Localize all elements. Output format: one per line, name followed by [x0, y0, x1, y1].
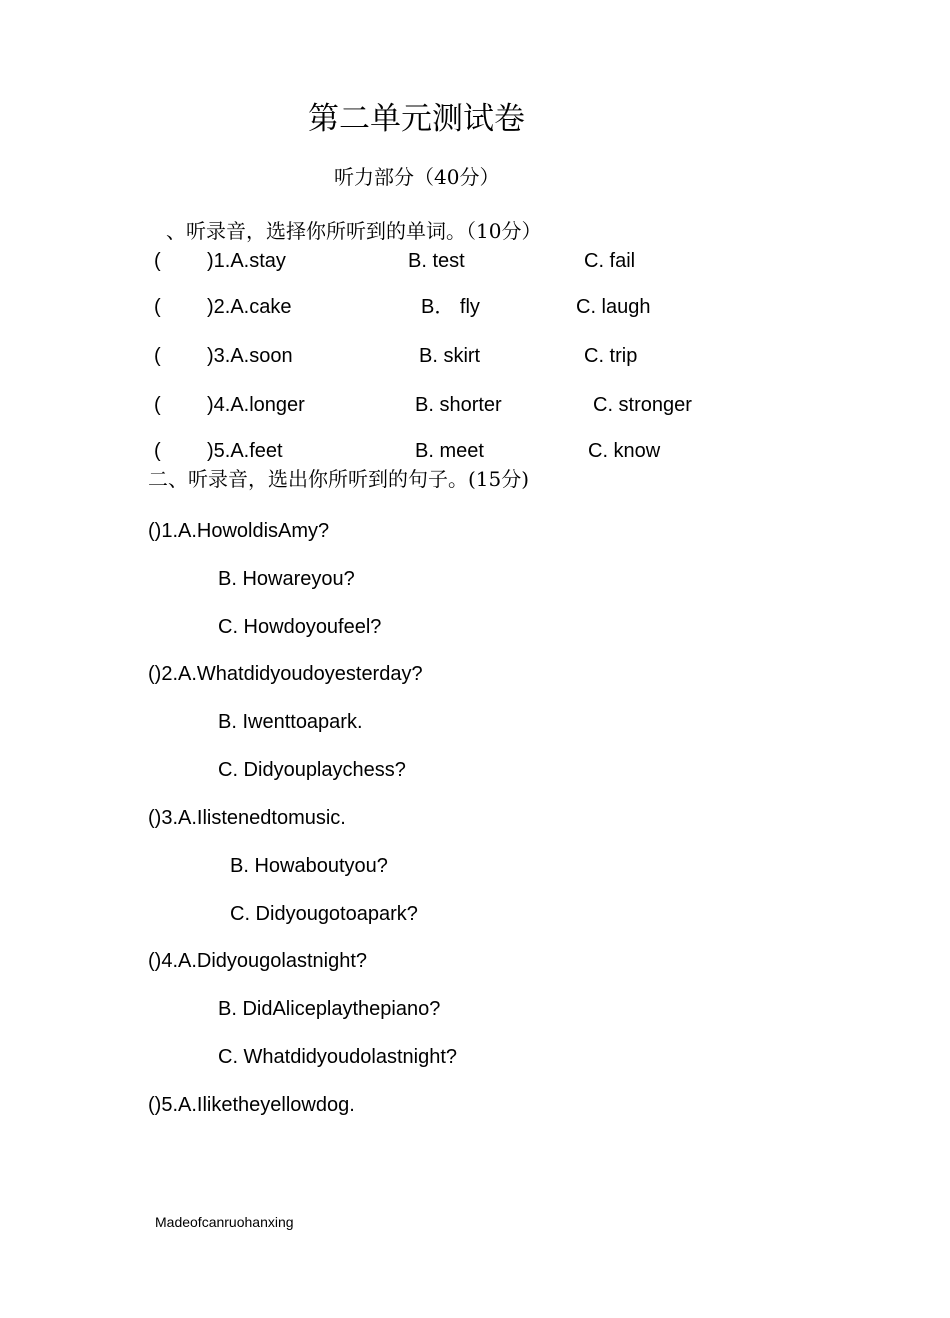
- question-option-b: B. Iwenttoapark.: [218, 711, 363, 733]
- answer-paren: (: [154, 345, 161, 367]
- option-a: )5.A.feet: [207, 440, 283, 462]
- option-c: C. stronger: [593, 394, 692, 416]
- option-c: C. fail: [584, 250, 636, 272]
- option-c: C. laugh: [576, 296, 651, 318]
- question-option-a: ()4.A.Didyougolastnight?: [148, 950, 368, 972]
- answer-paren: (: [154, 394, 161, 416]
- option-b: B. meet: [415, 440, 484, 462]
- answer-paren: (: [154, 296, 161, 318]
- question-option-a: ()5.A.Iliketheyellowdog.: [148, 1094, 355, 1116]
- answer-paren: (: [154, 440, 161, 462]
- section1-heading: 、听录音，选择你所听到的单词。（10分）: [166, 219, 542, 243]
- option-c: C. trip: [584, 345, 638, 367]
- question-option-b: B. Howareyou?: [218, 568, 355, 590]
- option-a: )1.A.stay: [207, 250, 286, 272]
- footer-text: Madeofcanruohanxing: [155, 1214, 294, 1230]
- question-option-c: C. Didyouplaychess?: [218, 759, 406, 781]
- question-option-a: ()1.A.HowoldisAmy?: [148, 520, 330, 542]
- question-option-b: B. DidAliceplaythepiano?: [218, 998, 441, 1020]
- option-b: B. skirt: [419, 345, 481, 367]
- option-b: B. test: [408, 250, 465, 272]
- document-title: 第二单元测试卷: [308, 101, 525, 137]
- option-c: C. know: [588, 440, 661, 462]
- option-a: )4.A.longer: [207, 394, 305, 416]
- question-option-c: C. Howdoyoufeel?: [218, 616, 382, 638]
- question-option-c: C. Didyougotoapark?: [230, 903, 418, 925]
- question-option-b: B. Howaboutyou?: [230, 855, 388, 877]
- option-a: )2.A.cake: [207, 296, 292, 318]
- option-a: )3.A.soon: [207, 345, 293, 367]
- answer-paren: (: [154, 250, 161, 272]
- question-option-a: ()3.A.Ilistenedtomusic.: [148, 807, 346, 829]
- section2-heading: 二、听录音，选出你所听到的句子。(15分): [148, 467, 530, 491]
- question-option-a: ()2.A.Whatdidyoudoyesterday?: [148, 663, 423, 685]
- option-b: B. shorter: [415, 394, 502, 416]
- option-b: B． fly: [421, 296, 480, 318]
- document-subtitle: 听力部分（40分）: [334, 165, 500, 189]
- question-option-c: C. Whatdidyoudolastnight?: [218, 1046, 458, 1068]
